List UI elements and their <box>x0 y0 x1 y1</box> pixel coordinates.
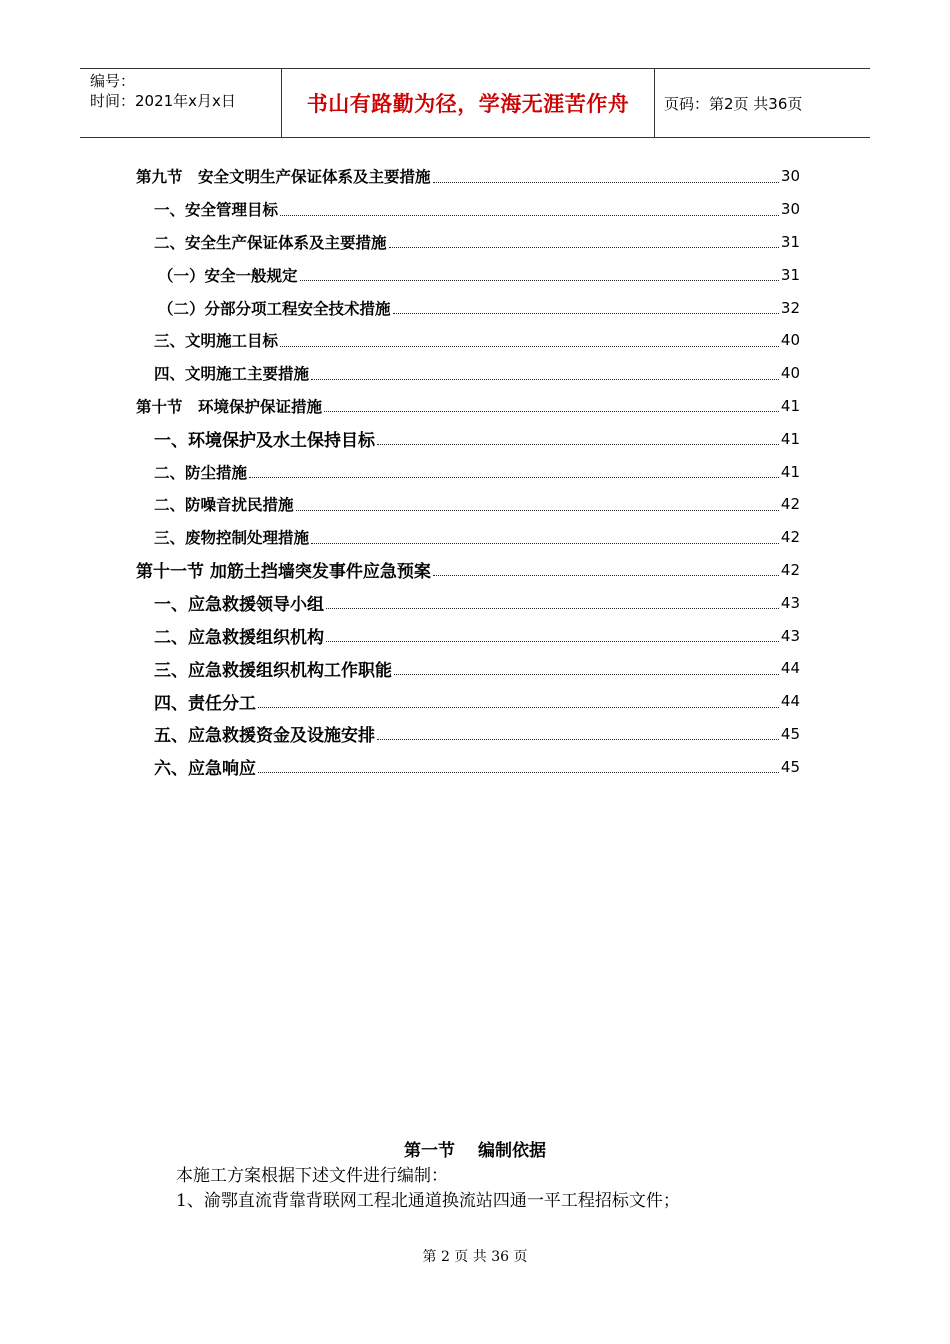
toc-leader-dots <box>326 607 779 609</box>
toc-entry-title: 四、文明施工主要措施 <box>154 365 310 384</box>
toc-leader-dots <box>389 246 779 248</box>
header-meta-cell <box>80 69 280 137</box>
page-header <box>80 68 870 138</box>
toc-entry[interactable] <box>136 455 800 488</box>
toc-entry-title: 二、应急救援组织机构 <box>154 628 324 649</box>
toc-leader-dots <box>394 673 779 675</box>
toc-entry-title: 一、安全管理目标 <box>154 201 279 220</box>
toc-entry[interactable] <box>136 586 800 619</box>
toc-entry[interactable] <box>136 160 800 193</box>
toc-leader-dots <box>311 378 779 380</box>
toc-entry[interactable] <box>136 357 800 390</box>
toc-entry-title: 三、文明施工目标 <box>154 332 279 351</box>
toc-entry[interactable] <box>136 324 800 357</box>
toc-entry[interactable] <box>136 422 800 455</box>
toc-entry[interactable] <box>136 521 800 554</box>
toc-leader-dots <box>433 181 779 183</box>
toc-leader-dots <box>377 738 779 740</box>
toc-leader-dots <box>280 214 779 216</box>
toc-leader-dots <box>324 410 779 412</box>
toc-entry[interactable] <box>136 718 800 751</box>
table-of-contents <box>136 160 800 783</box>
toc-leader-dots <box>300 279 779 281</box>
toc-entry[interactable] <box>136 554 800 587</box>
toc-page-number: 44 <box>780 692 800 711</box>
toc-entry-title: 二、防噪音扰民措施 <box>154 496 294 515</box>
toc-page-number: 32 <box>780 298 800 317</box>
toc-entry[interactable] <box>136 258 800 291</box>
toc-entry-title: 第十节 环境保护保证措施 <box>136 397 323 416</box>
doc-number-label: 编号： <box>90 72 136 90</box>
toc-page-number: 30 <box>780 167 800 186</box>
toc-leader-dots <box>326 640 779 642</box>
date-label: 时间：2021年x月x日 <box>90 92 236 110</box>
toc-entry-title: 一、环境保护及水土保持目标 <box>154 431 375 452</box>
header-page-info: 页码：第2页 共36页 <box>664 94 803 113</box>
toc-leader-dots <box>258 706 779 708</box>
toc-page-number: 41 <box>780 396 800 415</box>
toc-entry-title: 第十一节 加筋土挡墙突发事件应急预案 <box>136 562 431 583</box>
toc-page-number: 40 <box>780 331 800 350</box>
toc-leader-dots <box>258 771 779 773</box>
toc-entry[interactable] <box>136 619 800 652</box>
toc-entry-title: 二、安全生产保证体系及主要措施 <box>154 233 387 252</box>
toc-page-number: 40 <box>780 364 800 383</box>
toc-leader-dots <box>393 312 779 314</box>
section-title: 第一节 编制依据 <box>404 1141 546 1161</box>
motto-text: 书山有路勤为径，学海无涯苦作舟 <box>306 91 630 116</box>
toc-page-number: 41 <box>780 462 800 481</box>
toc-leader-dots <box>280 345 779 347</box>
toc-entry[interactable] <box>136 488 800 521</box>
toc-leader-dots <box>377 443 779 445</box>
toc-page-number: 42 <box>780 528 800 547</box>
toc-entry-title: 六、应急响应 <box>154 759 256 780</box>
toc-entry[interactable] <box>136 750 800 783</box>
body-paragraph: 1、渝鄂直流背靠背联网工程北通道换流站四通一平工程招标文件； <box>176 1191 680 1211</box>
toc-page-number: 41 <box>780 429 800 448</box>
body-paragraph: 本施工方案根据下述文件进行编制： <box>176 1166 448 1186</box>
toc-leader-dots <box>296 509 779 511</box>
toc-entry[interactable] <box>136 226 800 259</box>
toc-entry-title: （二）分部分项工程安全技术措施 <box>158 299 391 318</box>
toc-entry-title: （一）安全一般规定 <box>158 266 298 285</box>
toc-entry[interactable] <box>136 193 800 226</box>
toc-entry-title: 第九节 安全文明生产保证体系及主要措施 <box>136 168 431 187</box>
toc-page-number: 43 <box>780 593 800 612</box>
toc-page-number: 42 <box>780 495 800 514</box>
header-page-cell <box>654 69 870 137</box>
toc-page-number: 44 <box>780 659 800 678</box>
toc-entry-title: 五、应急救援资金及设施安排 <box>154 726 375 747</box>
page-footer: 第 2 页 共 36 页 <box>422 1249 528 1265</box>
toc-page-number: 42 <box>780 560 800 579</box>
toc-leader-dots <box>433 574 779 576</box>
toc-page-number: 43 <box>780 626 800 645</box>
toc-entry-title: 一、应急救援领导小组 <box>154 595 324 616</box>
toc-entry[interactable] <box>136 390 800 423</box>
toc-page-number: 30 <box>780 200 800 219</box>
toc-entry-title: 三、废物控制处理措施 <box>154 529 310 548</box>
toc-entry-title: 三、应急救援组织机构工作职能 <box>154 660 392 681</box>
toc-page-number: 45 <box>780 757 800 776</box>
toc-page-number: 45 <box>780 724 800 743</box>
toc-entry[interactable] <box>136 291 800 324</box>
header-motto-cell <box>281 69 655 137</box>
toc-entry[interactable] <box>136 685 800 718</box>
toc-entry[interactable] <box>136 652 800 685</box>
toc-page-number: 31 <box>780 232 800 251</box>
toc-page-number: 31 <box>780 265 800 284</box>
toc-entry-title: 二、防尘措施 <box>154 463 248 482</box>
toc-leader-dots <box>311 542 779 544</box>
toc-leader-dots <box>249 476 779 478</box>
toc-entry-title: 四、责任分工 <box>154 693 256 714</box>
